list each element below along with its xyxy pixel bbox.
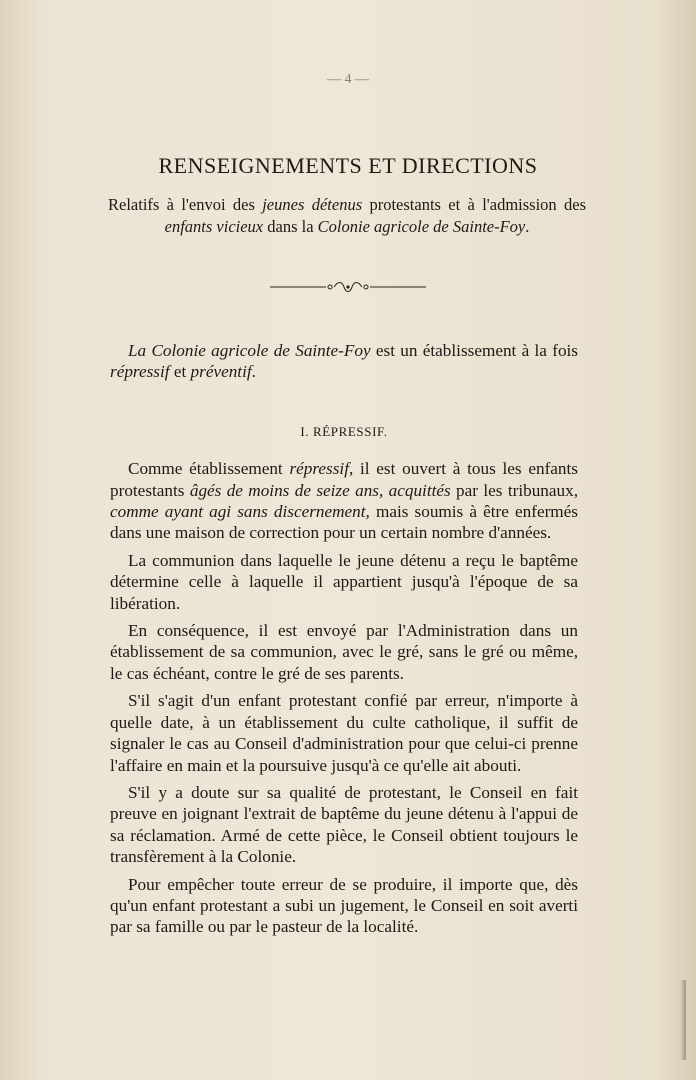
p1-italic-2: âgés de moins de seize ans, acquittés	[189, 480, 451, 500]
subtitle-italic-1: jeunes détenus	[262, 195, 363, 214]
page-title: RENSEIGNEMENTS ET DIRECTIONS	[158, 152, 538, 178]
intro-italic-2: répressif	[110, 362, 170, 382]
intro-italic-3: préventif	[190, 362, 252, 382]
body-text	[110, 340, 578, 938]
paragraph-5: S'il y a doute sur sa qualité de protestant, le Conseil en fait preuve en joignant l'extrait de baptême du jeune détenu à l'appui de sa réclamation. Armé de cette pièce, le Conseil obtient toujours le transfèrement à la Colonie.	[110, 782, 578, 867]
intro-text-3: .	[251, 362, 256, 382]
subtitle-text-3: dans la	[263, 217, 318, 236]
intro-paragraph	[110, 340, 578, 383]
subtitle-text-4: .	[525, 217, 530, 236]
paragraph-4: S'il s'agit d'un enfant protestant confié par erreur, n'importe à quelle date, à un établissement du culte catholique, il suffit de signaler le cas au Conseil d'administration pour que celui-ci prenne l'affaire en main et la poursuive jusqu'à ce qu'elle ait abouti.	[110, 691, 578, 775]
p1-text-1: Comme établissement	[128, 459, 290, 479]
p1-text-4: mais soumis à être enfermés dans une maison de correction pour un certain nombre d'années.	[110, 502, 578, 543]
subtitle-italic-3: Colonie agricole de Sainte-Foy	[317, 217, 526, 236]
paragraph-2: La communion dans laquelle le jeune détenu a reçu le baptême détermine celle à laquelle il appartient jusqu'à l'époque de sa libération.	[110, 550, 578, 613]
intro-italic-1: La Colonie agricole de Sainte-Foy	[128, 341, 371, 360]
subtitle-text-1: Relatifs à l'envoi des	[108, 195, 263, 214]
scroll-ornament-icon	[268, 280, 428, 294]
paragraph-6: Pour empêcher toute erreur de se produire, il importe que, dès qu'un enfant protestant a subi un jugement, le Conseil en soit averti par sa famille ou par le pasteur de la localité.	[110, 874, 578, 937]
p1-italic-1: répressif	[289, 459, 349, 479]
subtitle-text-2: protestants et à l'admission des	[362, 195, 587, 214]
intro-text-1: est un établissement à la fois	[370, 341, 578, 360]
p1-italic-3: comme ayant agi sans discernement,	[110, 502, 370, 522]
subtitle-italic-2: enfants vicieux	[164, 217, 264, 236]
paragraph-1	[110, 458, 578, 544]
page-number: — 4 —	[327, 72, 369, 87]
intro-text-2: et	[169, 362, 191, 382]
section-heading: I. RÉPRESSIF.	[300, 423, 388, 439]
page-edge-shadow	[680, 980, 686, 1060]
p1-text-2: , il est ouvert à tous les enfants protestants	[110, 459, 578, 500]
p1-text-3: par les tribunaux,	[450, 480, 578, 500]
subtitle	[108, 194, 586, 238]
paragraph-3: En conséquence, il est envoyé par l'Administration dans un établissement de sa communion, avec le gré, sans le gré ou même, le cas échéant, contre le gré de ses parents.	[110, 621, 578, 683]
